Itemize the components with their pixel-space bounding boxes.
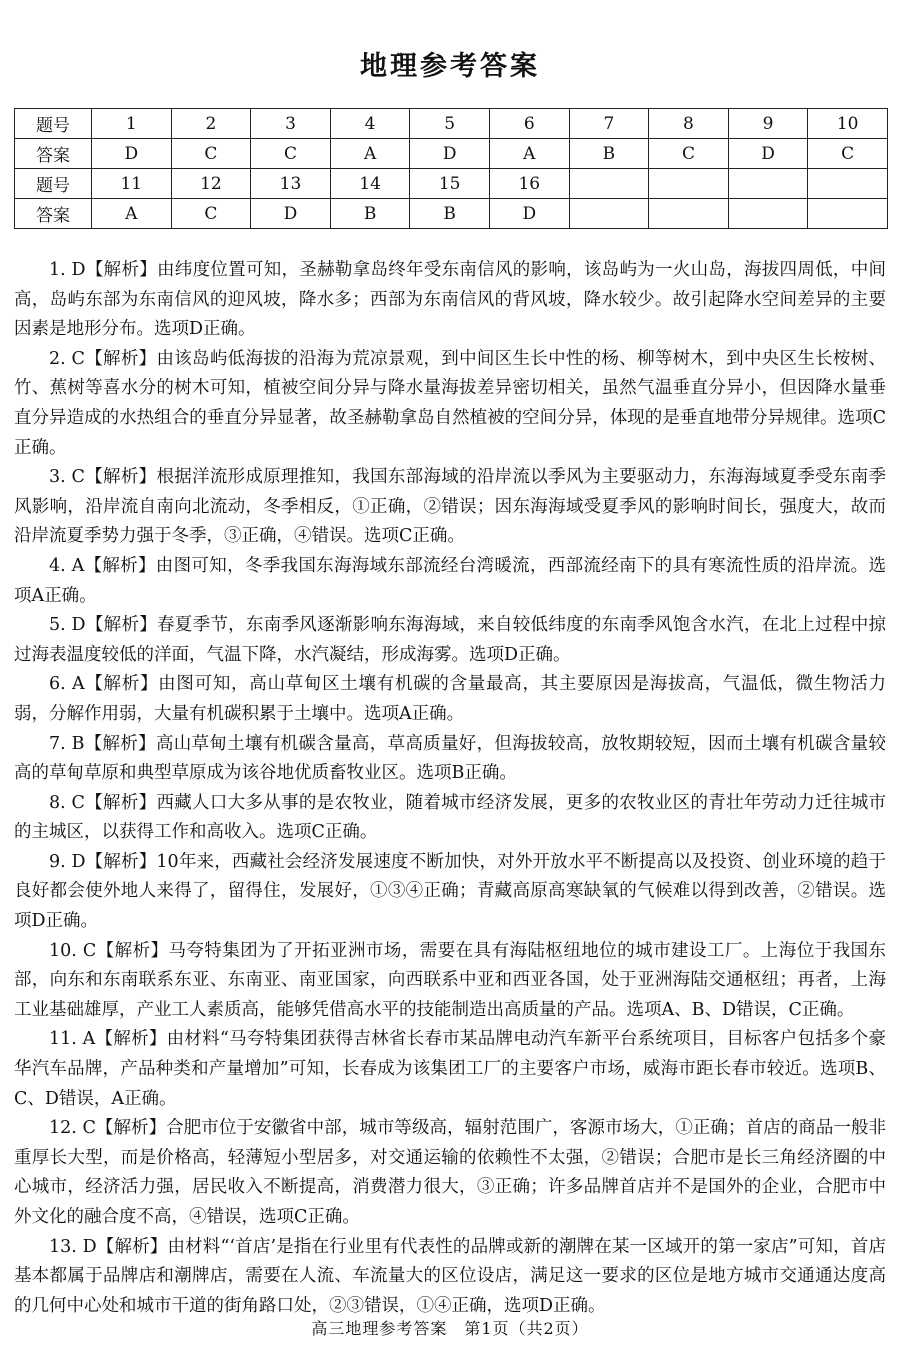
explanation-paragraph: 11. A【解析】由材料“马夸特集团获得吉林省长春市某品牌电动汽车新平台系统项目，目标客户包括多个豪华汽车品牌，产品种类和产量增加”可知，长春成为该集团工厂的主要客户市场，威海市距长春市较近。选项B、C、D错误，A正确。 [14,1029,886,1109]
table-cell: 11 [92,169,172,199]
table-cell: 3 [251,109,331,139]
table-cell: 15 [410,169,490,199]
table-cell [649,199,729,229]
table-cell: C [808,139,888,169]
table-row [15,169,888,199]
table-cell [649,169,729,199]
table-cell: 9 [728,109,808,139]
table-cell: 5 [410,109,490,139]
table-cell [569,169,649,199]
table-cell: 1 [92,109,172,139]
explanation-paragraph: 1. D【解析】由纬度位置可知，圣赫勒拿岛终年受东南信风的影响，该岛屿为一火山岛，海拔四周低，中间高，岛屿东部为东南信风的迎风坡，降水多；西部为东南信风的背风坡，降水较少。故引起降水空间差异的主要因素是地形分布。选项D正确。 [14,260,886,340]
answer-table [14,108,888,229]
table-cell: D [489,199,569,229]
explanation-paragraph: 2. C【解析】由该岛屿低海拔的沿海为荒凉景观，到中间区生长中性的杨、柳等树木，到中央区生长桉树、竹、蕉树等喜水分的树木可知，植被空间分异与降水量海拔差异密切相关，虽然气温垂直分异小，但因降水量垂直分异造成的水热组合的垂直分异显著，故圣赫勒拿岛自然植被的空间分异，体现的是垂直地带分异规律。选项C正确。 [14,348,886,458]
table-cell: 14 [330,169,410,199]
table-header-cell: 答案 [15,139,92,169]
table-header-cell: 题号 [15,169,92,199]
explanation-paragraph: 7. B【解析】高山草甸土壤有机碳含量高，草高质量好，但海拔较高，放牧期较短，因而土壤有机碳含量较高的草甸草原和典型草原成为该谷地优质畜牧业区。选项B正确。 [14,733,886,784]
table-row [15,139,888,169]
table-cell: D [92,139,172,169]
explanation-paragraph: 3. C【解析】根据洋流形成原理推知，我国东部海域的沿岸流以季风为主要驱动力，东海海域夏季受东南季风影响，沿岸流自南向北流动，冬季相反，①正确，②错误；因东海海域受夏季风的影响时间长，强度大，故而沿岸流夏季势力强于冬季，③正确，④错误。选项C正确。 [14,467,886,547]
table-cell: C [171,139,251,169]
explanation-paragraph: 13. D【解析】由材料“‘首店’是指在行业里有代表性的品牌或新的潮牌在某一区域开的第一家店”可知，首店基本都属于品牌店和潮牌店，需要在人流、车流量大的区位设店，满足这一要求的区位是地方城市交通通达度高的几何中心处和城市干道的街角路口处，②③错误，①④正确，选项D正确。 [14,1236,886,1316]
table-cell: C [649,139,729,169]
table-cell: 13 [251,169,331,199]
explanation-paragraph: 5. D【解析】春夏季节，东南季风逐渐影响东海海域，来自较低纬度的东南季风饱含水汽，在北上过程中掠过海表温度较低的洋面，气温下降，水汽凝结，形成海雾。选项D正确。 [14,615,886,665]
explanation-paragraph: 10. C【解析】马夸特集团为了开拓亚洲市场，需要在具有海陆枢纽地位的城市建设工厂。上海位于我国东部，向东和东南联系东亚、东南亚、南亚国家，向西联系中亚和西亚各国，处于亚洲海陆交通枢纽；再者，上海工业基础雄厚，产业工人素质高，能够凭借高水平的技能制造出高质量的产品。选项A、B、D错误，C正确。 [14,940,886,1020]
explanation-list [14,256,886,1321]
table-header-cell: 题号 [15,109,92,139]
table-cell: 6 [489,109,569,139]
table-cell: A [330,139,410,169]
explanation-paragraph: 4. A【解析】由图可知，冬季我国东海海域东部流经台湾暖流，西部流经南下的具有寒流性质的沿岸流。选项A正确。 [14,555,886,606]
table-cell: 7 [569,109,649,139]
table-cell: 4 [330,109,410,139]
table-cell: D [410,139,490,169]
table-cell: 2 [171,109,251,139]
explanation-paragraph: 12. C【解析】合肥市位于安徽省中部，城市等级高，辐射范围广，客源市场大，①正确；首店的商品一般非重厚长大型，而是价格高，轻薄短小型居多，对交通运输的依赖性不太强，②错误；合肥市是长三角经济圈的中心城市，经济活力强，居民收入不断提高，消费潜力很大，③正确；许多品牌首店并不是国外的企业，合肥市中外文化的融合度不高，④错误，选项C正确。 [14,1118,886,1227]
table-row [15,109,888,139]
table-cell: B [569,139,649,169]
table-row [15,199,888,229]
table-cell: 10 [808,109,888,139]
table-cell: B [330,199,410,229]
page-footer: 高三地理参考答案 第1页（共2页） [311,1319,589,1338]
table-header-cell: 答案 [15,199,92,229]
table-cell: 12 [171,169,251,199]
table-cell: B [410,199,490,229]
table-cell [808,169,888,199]
table-cell: D [728,139,808,169]
explanation-paragraph: 8. C【解析】西藏人口大多从事的是农牧业，随着城市经济发展，更多的农牧业区的青壮年劳动力迁往城市的主城区，以获得工作和高收入。选项C正确。 [14,792,886,843]
explanation-paragraph: 9. D【解析】10年来，西藏社会经济发展速度不断加快，对外开放水平不断提高以及投资、创业环境的趋于良好都会使外地人来得了，留得住，发展好，①③④正确；青藏高原高寒缺氧的气候难以得到改善，②错误。选项D正确。 [14,851,886,932]
table-cell: A [489,139,569,169]
table-cell: C [251,139,331,169]
table-cell [808,199,888,229]
table-cell: 8 [649,109,729,139]
page-title: 地理参考答案 [360,51,540,82]
table-cell [728,169,808,199]
table-cell [569,199,649,229]
table-cell: D [251,199,331,229]
table-cell: C [171,199,251,229]
table-cell: A [92,199,172,229]
explanation-paragraph: 6. A【解析】由图可知，高山草甸区土壤有机碳的含量最高，其主要原因是海拔高，气温低，微生物活力弱，分解作用弱，大量有机碳积累于土壤中。选项A正确。 [14,674,886,724]
table-cell [728,199,808,229]
table-cell: 16 [489,169,569,199]
